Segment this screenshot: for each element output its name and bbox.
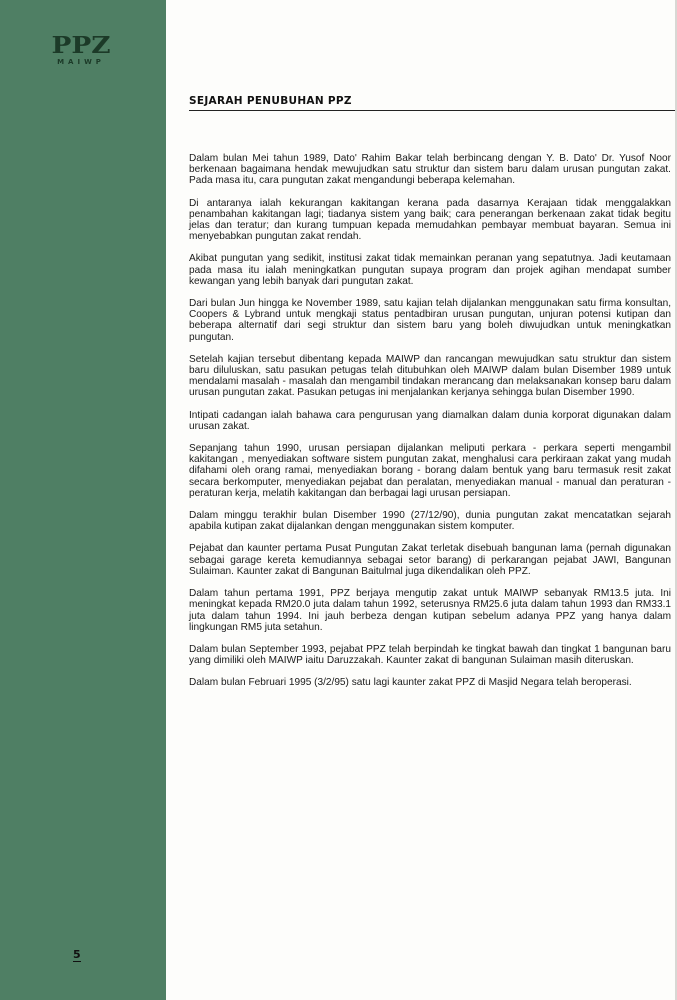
paragraph: Dalam bulan Februari 1995 (3/2/95) satu lagi kaunter zakat PPZ di Masjid Negara telah beroperasi.	[189, 677, 632, 689]
logo-main-text: PPZ	[51, 32, 111, 59]
heading-divider	[189, 110, 675, 111]
ppz-logo	[48, 32, 114, 66]
paragraph: Dalam bulan September 1993, pejabat PPZ telah berpindah ke tingkat bawah dan tingkat 1 bangunan baru yang dimiliki oleh MAIWP iaitu Daruzzakah. Kaunter zakat di bangunan Sulaiman masih diteruskan.	[189, 643, 671, 667]
paragraph: Dalam tahun pertama 1991, PPZ berjaya mengutip zakat untuk MAIWP sebanyak RM13.5 juta. Ini meningkat kepada RM20.0 juta dalam tahun 1992, seterusnya RM25.6 juta dalam tahun 1993 dan RM33.1 juta dalam tahun 1994. Ini jauh berbeza dengan kutipan sebelum adanya PPZ yang hanya dalam lingkungan RM5 juta setahun.	[189, 588, 671, 633]
paragraph: Dalam bulan Mei tahun 1989, Dato' Rahim Bakar telah berbincang dengan Y. B. Dato' Dr. Yusof Noor berkenaan bagaimana hendak mewujudkan satu struktur dan sistem baru dalam urusan pungutan zakat. Pada masa itu, cara pungutan zakat mengandungi beberapa kelemahan.	[189, 153, 671, 187]
green-sidebar	[0, 0, 166, 1000]
paragraph: Di antaranya ialah kekurangan kakitangan kerana pada dasarnya Kerajaan tidak menggalakkan penambahan kakitangan lagi; tiadanya sistem yang baik; cara penerangan berkenaan zakat tidak begitu jelas dan teratur; dan kurang tumpuan kepada memudahkan pembayar membuat bayaran. Semua ini menyebabkan pungutan zakat rendah.	[189, 197, 671, 243]
paragraph: Akibat pungutan yang sedikit, institusi zakat tidak memainkan peranan yang sepatutnya. Jadi keutamaan pada masa itu ialah meningkatkan pungutan supaya program dan projek agihan mendapat sumber kewangan yang lebih banyak dari pungutan zakat.	[189, 253, 671, 287]
logo-sub-text: MAIWP	[57, 58, 105, 66]
article-body	[189, 153, 671, 700]
page-number: 5	[73, 948, 81, 961]
paragraph: Sepanjang tahun 1990, urusan persiapan dijalankan meliputi perkara - perkara seperti mengambil kakitangan , menyediakan software sistem pungutan zakat, menghalusi cara perkiraan zakat yang mudah difahami oleh orang ramai, menyediakan borang - borang dalam bentuk yang baru termasuk resit zakat secara berkomputer, menyediakan pejabat dan peralatan, menyediakan manual - manual dan peraturan - peraturan kerja, melatih kakitangan dan berbagai lagi urusan persiapan.	[189, 443, 671, 499]
paragraph: Pejabat dan kaunter pertama Pusat Pungutan Zakat terletak disebuah bangunan lama (pernah digunakan sebagai garage kereta kemudiannya sebagai setor barang) di perkarangan pejabat JAWI, Bangunan Sulaiman. Kaunter zakat di Bangunan Baitulmal juga dikendalikan oleh PPZ.	[189, 543, 671, 577]
paragraph: Dalam minggu terakhir bulan Disember 1990 (27/12/90), dunia pungutan zakat mencatatkan sejarah apabila kutipan zakat dijalankan dengan menggunakan sistem komputer.	[189, 510, 671, 533]
paragraph: Dari bulan Jun hingga ke November 1989, satu kajian telah dijalankan menggunakan satu firma konsultan, Coopers & Lybrand untuk mengkaji status pentadbiran urusan pungutan, unjuran potensi kutipan dan beberapa alternatif dari segi struktur dan sistem baru yang boleh diwujudkan untuk meningkatkan pungutan.	[189, 298, 671, 343]
paragraph: Setelah kajian tersebut dibentang kepada MAIWP dan rancangan mewujudkan satu struktur dan sistem baru diluluskan, satu pasukan petugas telah ditubuhkan oleh MAIWP dalam bulan Disember 1989 untuk mendalami masalah - masalah dan mengambil tindakan merancang dan melaksanakan konsep baru dalam urusan pungutan zakat. Pasukan petugas ini menjalankan kerjanya sehingga bulan Disember 1990.	[189, 353, 671, 399]
section-heading: SEJARAH PENUBUHAN PPZ	[189, 95, 352, 107]
paragraph: Intipati cadangan ialah bahawa cara pengurusan yang diamalkan dalam dunia korporat digunakan dalam urusan zakat.	[189, 409, 671, 432]
